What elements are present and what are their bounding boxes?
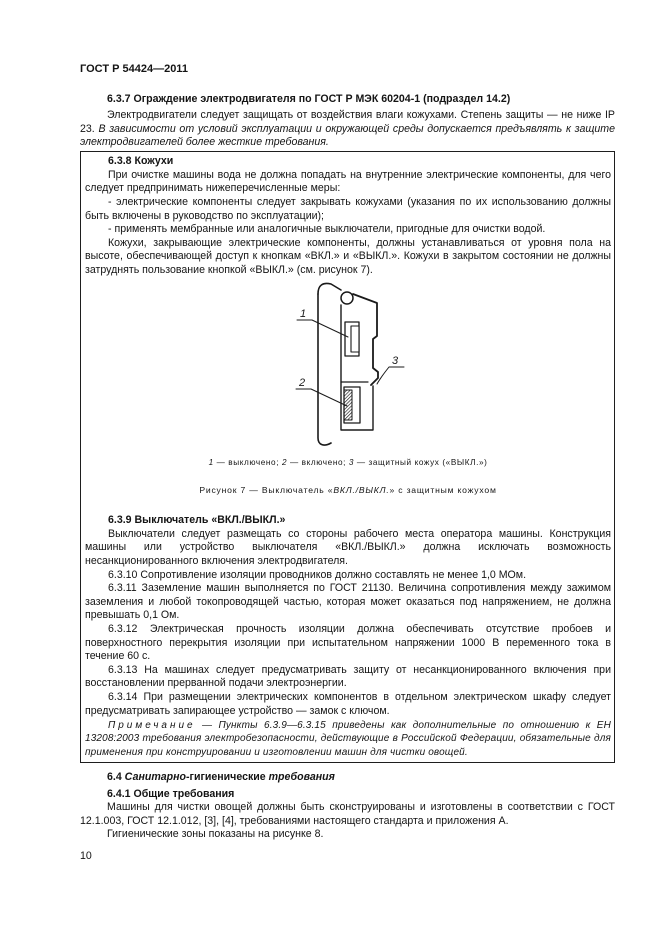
section-6-4-heading — [80, 771, 615, 785]
section-6-3-9-text: Выключатели следует размещать со стороны рабочего места оператора машины. Конструкция машины или устройство выключателя «ВКЛ./ВЫКЛ.» должна исключать возможность несанкционированного включения электродвигателя. — [85, 527, 611, 568]
figure-label-3: 3 — [392, 355, 399, 368]
legend-num-2: 2 — [281, 458, 288, 468]
section-6-4-title-part-b: -гигиенические — [186, 771, 269, 784]
section-6-3-10: 6.3.10 Сопротивление изоляции проводников должно составлять не менее 1,0 МОм. — [108, 568, 527, 581]
note — [85, 719, 611, 760]
page-number: 10 — [80, 850, 92, 862]
figure-label-1: 1 — [300, 308, 307, 321]
note-text: — Пункты 6.3.9—6.3.15 приведены как дополнительные по отношению к ЕН 13208:2003 требования электробезопасности, действующие в Российской Федерации, обязательные для применения при конструировании и изготовлении машин для чистки овощей. — [85, 719, 611, 758]
figure-label-2: 2 — [299, 377, 306, 390]
section-6-4-title-part-a: Санитарно — [124, 771, 186, 784]
section-6-3-7-text-regular: Электродвигатели следует защищать от воздействия влаги кожухами. Степень защиты — не ниже IP 23. — [80, 109, 615, 135]
legend-text-2: — включено; — [287, 458, 349, 468]
section-6-3-8-paragraph: Кожухи, закрывающие электрические компоненты, должны устанавливаться от уровня пола на высоте, обеспечивающей доступ к кнопкам «ВКЛ.» и «ВЫКЛ.». Кожухи в закрытом состоянии не должны затруднять пользование кнопкой «ВЫКЛ.» (см. рисунок 7). — [85, 236, 611, 276]
framed-additional-requirements — [80, 151, 615, 763]
figure-7-legend — [85, 457, 611, 469]
legend-text-3: — защитный кожух («ВЫКЛ.») — [354, 458, 488, 468]
legend-num-1: 1 — [208, 458, 214, 468]
section-6-3-8-list-item: - электрические компоненты следует закрывать кожухами (указания по их использованию должны быть включены в руководство по эксплуатации); — [85, 195, 611, 222]
section-6-3-9-heading: 6.3.9 Выключатель «ВКЛ./ВЫКЛ.» — [108, 514, 286, 527]
cover-hinge — [341, 292, 353, 304]
section-6-4-1-heading: 6.4.1 Общие требования — [107, 787, 235, 800]
machine-wall-edge — [318, 294, 331, 445]
off-button-key — [351, 326, 359, 352]
section-6-3-8-list-item: - применять мембранные или аналогичные выключатели, пригодные для очистки водой. — [108, 223, 546, 236]
page-content — [80, 63, 615, 842]
legend-num-3: 3 — [348, 458, 355, 468]
section-6-3-7-heading: 6.3.7 Ограждение электродвигателя по ГОСТ Р МЭК 60204-1 (подраздел 14.2) — [107, 93, 511, 106]
section-6-3-8-heading: 6.3.8 Кожухи — [108, 155, 174, 168]
section-6-4-1-paragraph: Машины для чистки овощей должны быть сконструированы и изготовлены в соответствии с ГОСТ 12.1.003, ГОСТ 12.1.012, [3], [4], требованиями настоящего стандарта и приложения А. — [80, 801, 615, 827]
figure-7-caption — [85, 484, 611, 496]
figure-7-drawing — [85, 277, 611, 454]
section-6-4-1-paragraph: Гигиенические зоны показаны на рисунке 8. — [107, 828, 324, 841]
section-6-3-12: 6.3.12 Электрическая прочность изоляции должна обеспечивать отсутствие пробоев и поверхностного перекрытия изоляции при испытательном напряжении 1000 В переменного тока в течение 60 с. — [85, 623, 611, 663]
section-6-3-13: 6.3.13 На машинах следует предусматривать защиту от несанкционированного включения при восстановлении прерванной подачи электроэнергии. — [85, 663, 611, 690]
section-6-3-8-paragraph: При очистке машины вода не должна попадать на внутренние электрические компоненты, для чего следует предпринимать нижеперечисленные меры: — [85, 168, 611, 195]
caption-italic: ВКЛ./ВЫКЛ. — [333, 485, 390, 496]
section-6-3-14: 6.3.14 При размещении электрических компонентов в отдельном электрическом шкафу следует предусматривать запирающее устройство — замок с ключом. — [85, 690, 611, 717]
label-2-leader — [296, 389, 347, 406]
section-6-4-number: 6.4 — [107, 771, 125, 784]
note-label: Примечание — [108, 719, 196, 731]
section-6-4-title-part-c: требования — [268, 771, 335, 784]
caption-before: Рисунок 7 — Выключатель « — [199, 485, 334, 496]
caption-after: » с защитным кожухом — [389, 485, 497, 496]
section-6-3-11: 6.3.11 Заземление машин выполняется по ГОСТ 21130. Величина сопротивления между зажимом заземления и любой токопроводящей частью, которая может оказаться под напряжением, не должна превышать 0,1 Ом. — [85, 582, 611, 622]
label-3-leader — [377, 367, 404, 384]
figure-7 — [85, 277, 611, 454]
document-id-header: ГОСТ Р 54424—2011 — [80, 63, 188, 75]
section-6-3-7-text — [80, 109, 615, 150]
legend-text-1: — выключено; — [213, 458, 282, 468]
section-6-3-7-text-italic: В зависимости от условий эксплуатации и окружающей среды допускается предъявлять к защите электродвигателей более жесткие требования. — [80, 122, 615, 149]
machine-wall-top-edge — [318, 284, 341, 295]
